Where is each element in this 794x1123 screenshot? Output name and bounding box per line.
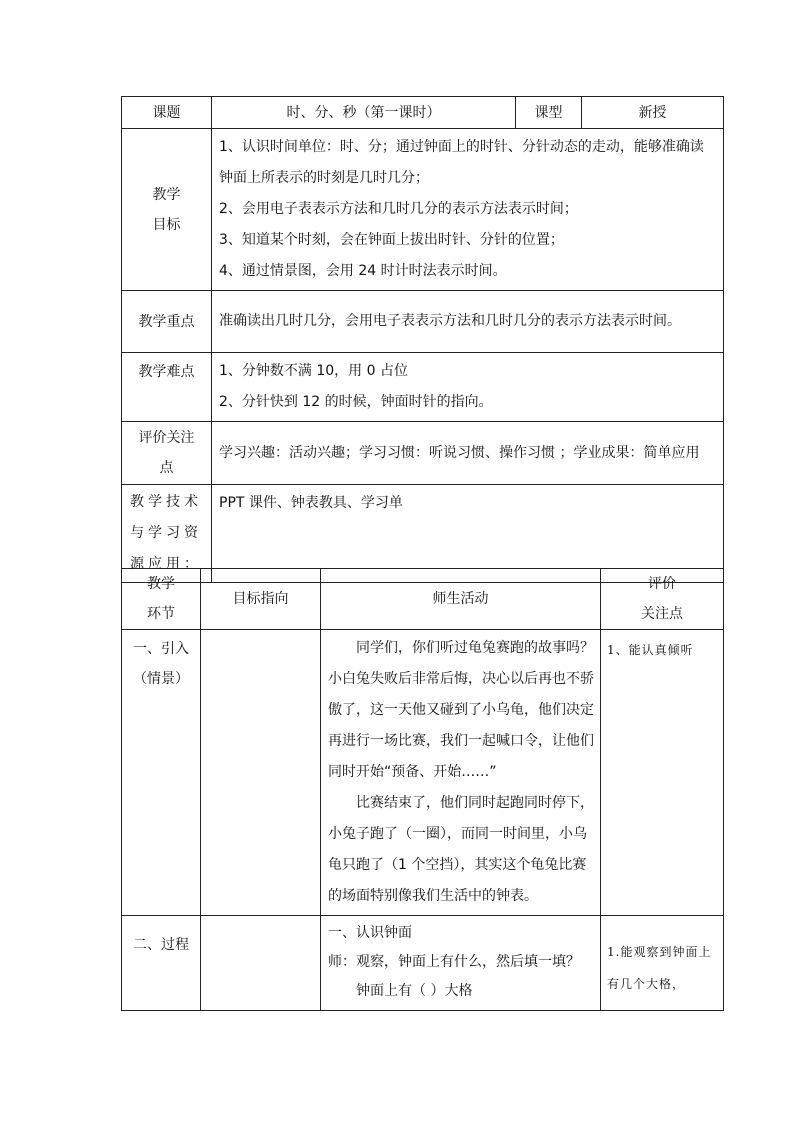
key-point-row: [122, 291, 724, 353]
eval-cell: 1、能认真倾听: [601, 630, 724, 916]
activity-paragraph: 师：观察，钟面上有什么，然后填一填？: [328, 954, 580, 970]
goals-row: [122, 129, 724, 291]
stage-cell-line1: 一、引入: [133, 641, 189, 657]
activity-cell: [321, 916, 601, 1011]
eval-cell: 1.能观察到钟面上有几个大格，: [601, 916, 724, 1011]
activity-paragraph: 钟面上有（ ）大格: [356, 983, 473, 999]
resources-text: PPT 课件、钟表教具、学习单: [212, 485, 724, 583]
eval-header: [601, 569, 724, 630]
activity-paragraph: 同学们，你们听过龟兔赛跑的故事吗？小白兔失败后非常后悔，决心以后再也不骄傲了，这一天他又碰到了小乌龟，他们决定再进行一场比赛，我们一起喊口令，让他们同时开始“预备、开始……”: [328, 640, 594, 780]
goal-header: 目标指向: [201, 569, 321, 630]
stage-cell: 二、过程: [122, 916, 201, 1011]
process-table: [121, 568, 724, 1011]
difficulty-item: 2、分针快到 12 的时候，钟面时针的指向。: [219, 394, 493, 410]
activity-cell: [321, 630, 601, 916]
eval-header-line1: 评价: [648, 576, 676, 592]
goal-item: 1、认识时间单位：时、分；通过钟面上的时针、分针动态的走动，能够准确读钟面上所表示的时刻是几时几分；: [219, 139, 704, 186]
goals-content: [212, 129, 724, 291]
eval-header-line2: 关注点: [641, 606, 683, 622]
subject-label: 课题: [122, 97, 212, 129]
stage-header: [122, 569, 201, 630]
evaluation-label: 评价关注点: [122, 422, 212, 485]
activity-header: 师生活动: [321, 569, 601, 630]
activity-paragraph: 比赛结束了，他们同时起跑同时停下，小兔子跑了（一圈），而同一时间里，小乌龟只跑了（1 个空挡），其实这个龟兔比赛的场面特别像我们生活中的钟表。: [328, 795, 594, 904]
difficulty-label: 教学难点: [122, 353, 212, 422]
goals-label: [122, 129, 212, 291]
lesson-info-table: [121, 96, 724, 583]
process-header-row: [122, 569, 724, 630]
activity-paragraph: 一、认识钟面: [328, 925, 412, 941]
subject-row: [122, 97, 724, 129]
evaluation-row: [122, 422, 724, 485]
evaluation-text: 学习兴趣：活动兴趣；学习习惯：听说习惯、操作习惯 ；学业成果：简单应用: [212, 422, 724, 485]
stage-cell-line2: （情景）: [133, 671, 189, 687]
goal-cell: [201, 916, 321, 1011]
table-row: [122, 630, 724, 916]
goals-label-line2: 目标: [152, 216, 181, 233]
difficulty-row: [122, 353, 724, 422]
key-point-label: 教学重点: [122, 291, 212, 353]
resources-label: 教学技术与学习资源应用：: [122, 485, 212, 583]
type-label: 课型: [516, 97, 582, 129]
goal-item: 4、通过情景图，会用 24 时计时法表示时间。: [219, 263, 507, 279]
difficulty-content: [212, 353, 724, 422]
goal-item: 3、知道某个时刻，会在钟面上拔出时针、分针的位置；: [219, 232, 564, 248]
goal-item: 2、会用电子表表示方法和几时几分的表示方法表示时间；: [219, 201, 578, 217]
goal-cell: [201, 630, 321, 916]
subject-value: 时、分、秒（第一课时）: [212, 97, 516, 129]
stage-header-line1: 教学: [147, 576, 175, 592]
type-value: 新授: [582, 97, 724, 129]
stage-cell: [122, 630, 201, 916]
goals-label-line1: 教学: [152, 186, 181, 203]
table-row: [122, 916, 724, 1011]
stage-header-line2: 环节: [147, 606, 175, 622]
key-point-text: 准确读出几时几分，会用电子表表示方法和几时几分的表示方法表示时间。: [212, 291, 724, 353]
difficulty-item: 1、分钟数不满 10，用 0 占位: [219, 363, 408, 379]
